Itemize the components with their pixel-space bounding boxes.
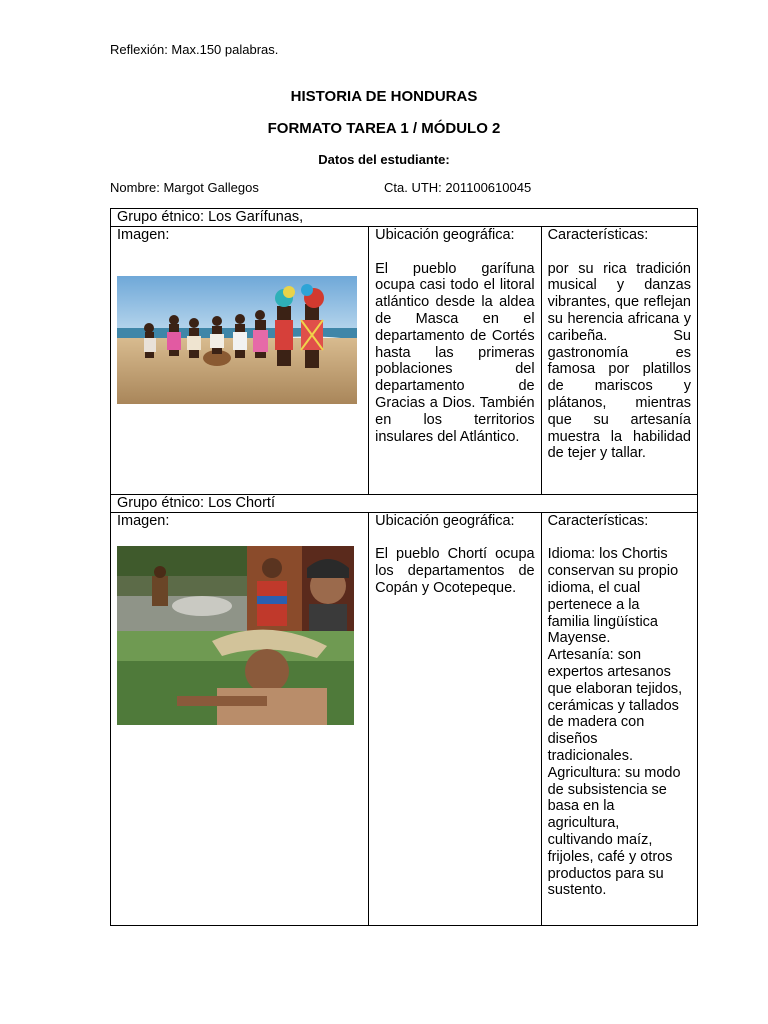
location-text: El pueblo Chortí ocupa los departamentos de Copán y Ocotepeque. — [375, 546, 535, 596]
student-section-heading: Datos del estudiante: — [318, 152, 450, 167]
features-line: conservan su propio — [547, 563, 679, 580]
document-subtitle: FORMATO TAREA 1 / MÓDULO 2 — [267, 120, 501, 137]
features-line: cultivando maíz, — [547, 831, 653, 848]
features-line: expertos artesanos — [547, 663, 671, 680]
reflection-note: Reflexión: Max.150 palabras. — [110, 42, 279, 57]
group-label: Grupo étnico: Los Chortí — [111, 494, 698, 512]
student-account: Cta. UTH: 201100610045 — [384, 180, 532, 195]
features-line: familia lingüística — [547, 613, 658, 630]
image-label: Imagen: — [117, 512, 170, 529]
features-line: agricultura, — [547, 815, 620, 832]
features-line: frijoles, café y otros — [547, 848, 673, 865]
group-row-garifunas — [111, 209, 698, 227]
location-cell — [369, 512, 541, 925]
features-line: que elaboran tejidos, — [547, 680, 683, 697]
group-row-chorti — [111, 494, 698, 512]
group-label: Grupo étnico: Los Garífunas, — [111, 209, 698, 227]
chorti-people-collage — [117, 546, 354, 725]
features-line: sustento. — [547, 882, 607, 899]
features-label: Características: — [547, 512, 649, 529]
features-cell — [541, 226, 697, 494]
features-line: Artesanía: son — [547, 647, 642, 664]
student-name: Nombre: Margot Gallegos — [110, 180, 259, 195]
document-title: HISTORIA DE HONDURAS — [290, 88, 478, 105]
features-line: Idioma: los Chortis — [547, 546, 668, 563]
features-line: diseños — [547, 731, 598, 748]
features-line: basa en la — [547, 798, 615, 815]
image-label: Imagen: — [117, 226, 170, 243]
features-line: tradicionales. — [547, 747, 634, 764]
features-line: pertenece a la — [547, 596, 640, 613]
features-label: Características: — [547, 226, 649, 243]
features-line: idioma, el cual — [547, 579, 641, 596]
features-line: cerámicas y tallados — [547, 697, 679, 714]
location-cell — [369, 226, 541, 494]
features-line: Mayense. — [547, 630, 611, 647]
features-text: por su rica tradición musical y danzas vibrantes, que reflejan su herencia africana y caribeña. Su gastronomía es famosa por platillos de mariscos y plátanos, mientras que su artesanía muestra la habilidad de tejer y tallar. — [547, 260, 691, 462]
location-label: Ubicación geográfica: — [375, 512, 515, 529]
features-line: de madera con — [547, 714, 645, 731]
features-lines — [548, 546, 691, 899]
features-cell — [541, 512, 697, 925]
location-label: Ubicación geográfica: — [375, 226, 515, 243]
features-line: productos para su — [547, 865, 664, 882]
features-line: de subsistencia se — [547, 781, 667, 798]
location-text: El pueblo garífuna ocupa casi todo el litoral atlántico desde la aldea de Masca en el departamento de Cortés hasta las primeras poblaciones del departamento de Gracias a Dios. También en los territorios insulares del Atlántico. — [375, 260, 535, 445]
features-line: Agricultura: su modo — [547, 764, 681, 781]
garifuna-dancers-photo — [117, 276, 357, 404]
